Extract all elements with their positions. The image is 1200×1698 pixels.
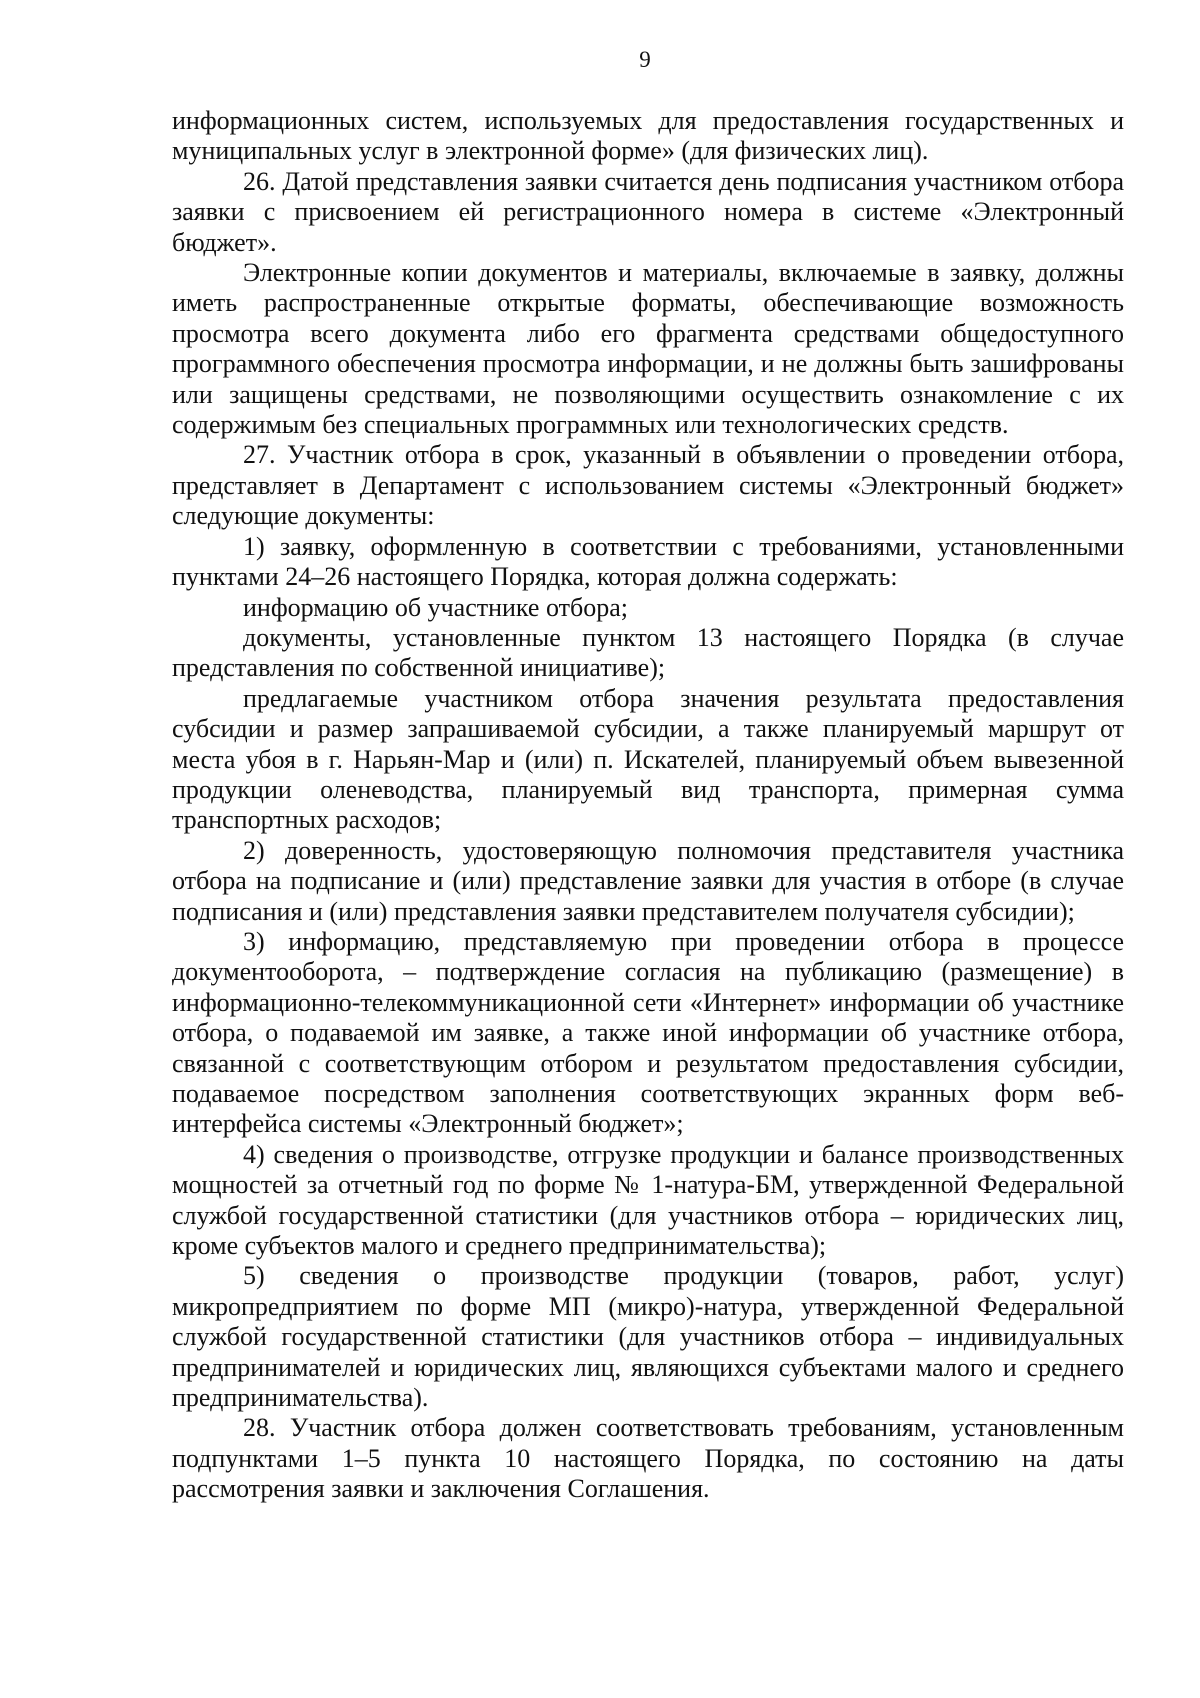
paragraph: 4) сведения о производстве, отгрузке продукции и балансе производственных мощностей за отчетный год по форме № 1-натура-БМ, утвержденной Федеральной службой государственной статистики (для участников отбора – юридических лиц, кроме субъектов малого и среднего предпринимательства); (172, 1139, 1124, 1261)
paragraph: 27. Участник отбора в срок, указанный в объявлении о проведении отбора, представляет в Департамент с использованием системы «Электронный бюджет» следующие документы: (172, 440, 1124, 531)
paragraph: Электронные копии документов и материалы, включаемые в заявку, должны иметь распространенные открытые форматы, обеспечивающие возможность просмотра всего документа либо его фрагмента средствами общедоступного программного обеспечения просмотра информации, и не должны быть зашифрованы или защищены средствами, не позволяющими осуществить ознакомление с их содержимым без специальных программных или технологических средств. (172, 258, 1124, 440)
paragraph: документы, установленные пунктом 13 настоящего Порядка (в случае представления по собственной инициативе); (172, 622, 1124, 683)
paragraph: 28. Участник отбора должен соответствовать требованиям, установленным подпунктами 1–5 пункта 10 настоящего Порядка, по состоянию на даты рассмотрения заявки и заключения Соглашения. (172, 1413, 1124, 1504)
paragraph: 26. Датой представления заявки считается день подписания участником отбора заявки с присвоением ей регистрационного номера в системе «Электронный бюджет». (172, 166, 1124, 257)
paragraph: информационных систем, используемых для предоставления государственных и муниципальных услуг в электронной форме» (для физических лиц). (172, 106, 1124, 166)
paragraph: 3) информацию, представляемую при проведении отбора в процессе документооборота, – подтверждение согласия на публикацию (размещение) в информационно-телекоммуникационной сети «Интернет» информации об участнике отбора, о подаваемой им заявке, а также иной информации об участнике отбора, связанной с соответствующим отбором и результатом предоставления субсидии, подаваемое посредством заполнения соответствующих экранных форм веб-интерфейса системы «Электронный бюджет»; (172, 926, 1124, 1139)
paragraph: 1) заявку, оформленную в соответствии с требованиями, установленными пунктами 24–26 настоящего Порядка, которая должна содержать: (172, 531, 1124, 592)
paragraph: предлагаемые участником отбора значения результата предоставления субсидии и размер запрашиваемой субсидии, а также планируемый маршрут от места убоя в г. Нарьян-Мар и (или) п. Искателей, планируемый объем вывезенной продукции оленеводства, планируемый вид транспорта, примерная сумма транспортных расходов; (172, 683, 1124, 835)
document-body (172, 106, 1124, 1505)
paragraph: информацию об участнике отбора; (243, 592, 628, 622)
paragraph: 2) доверенность, удостоверяющую полномочия представителя участника отбора на подписание и (или) представление заявки для участия в отборе (в случае подписания и (или) представления заявки представителем получателя субсидии); (172, 835, 1124, 926)
paragraph: 5) сведения о производстве продукции (товаров, работ, услуг) микропредприятием по форме МП (микро)-натура, утвержденной Федеральной службой государственной статистики (для участников отбора – индивидуальных предпринимателей и юридических лиц, являющихся субъектами малого и среднего предпринимательства). (172, 1261, 1124, 1413)
page-number: 9 (639, 47, 651, 72)
